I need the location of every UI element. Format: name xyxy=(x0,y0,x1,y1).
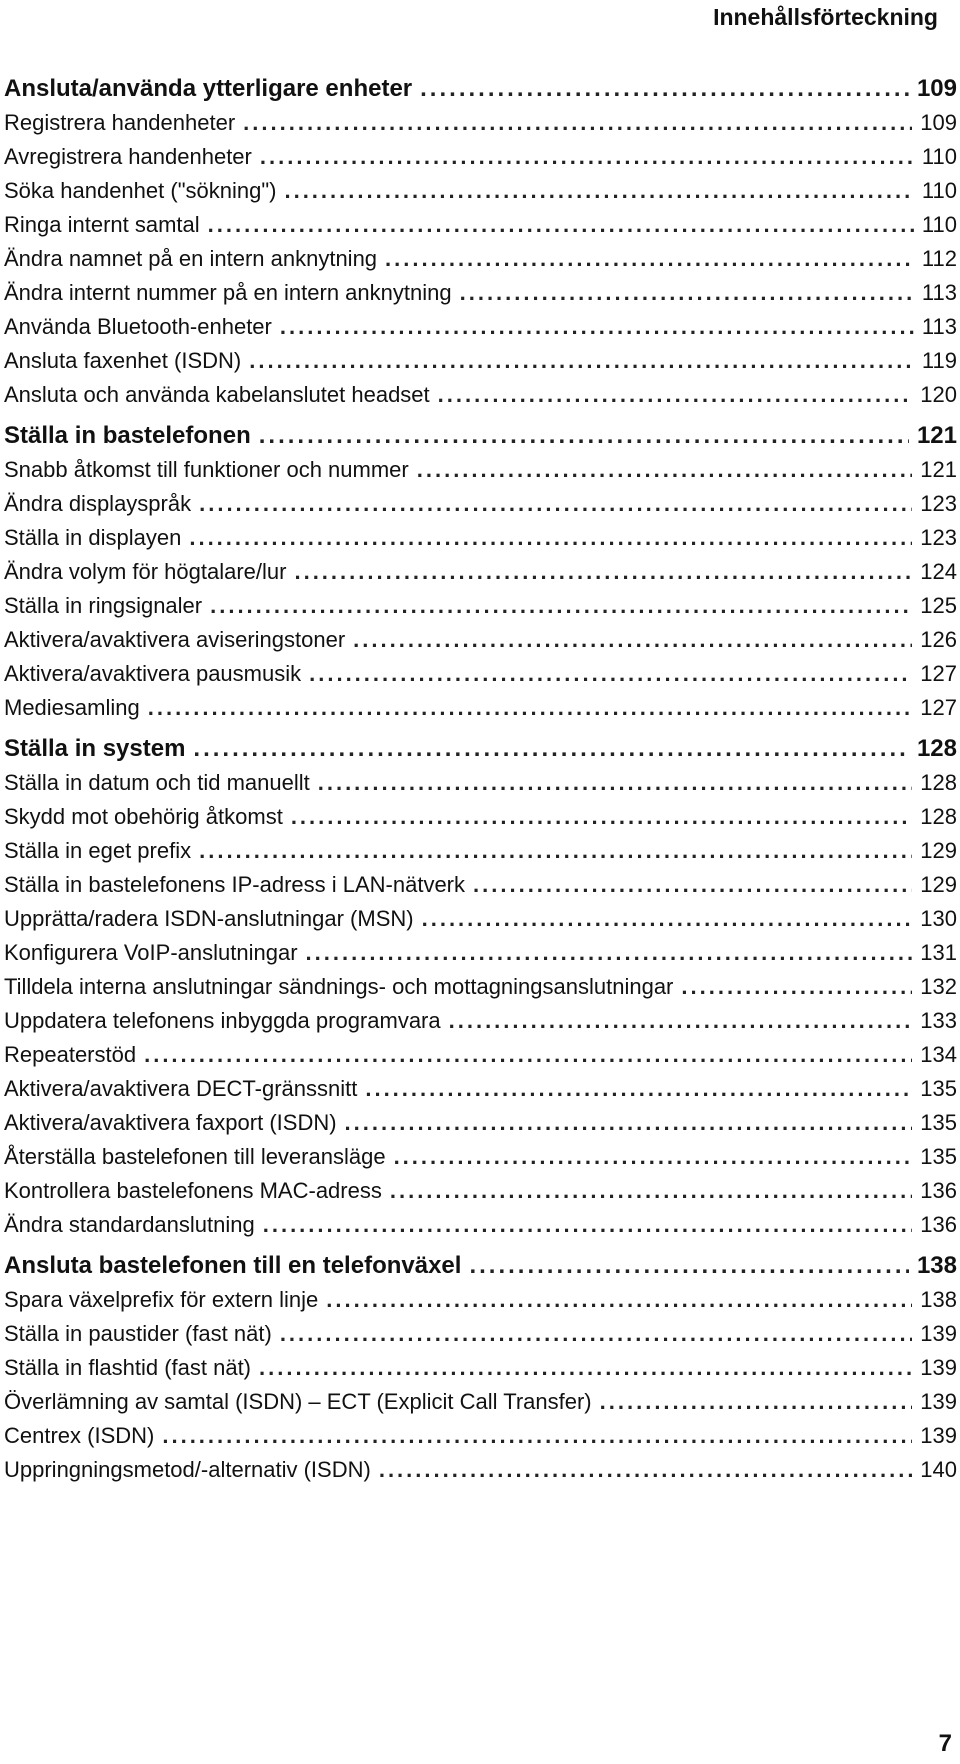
page-reference: 128 xyxy=(920,804,957,829)
page-reference: 139 xyxy=(920,1321,957,1346)
entry-title: Aktivera/avaktivera pausmusik xyxy=(4,661,302,686)
toc-entry[interactable] xyxy=(4,106,957,140)
page-reference: 128 xyxy=(920,770,957,795)
page-reference: 112 xyxy=(921,246,957,271)
dot-leader xyxy=(365,1072,912,1106)
entry-title: Uppringningsmetod/-alternativ (ISDN) xyxy=(4,1457,371,1482)
toc-section-heading[interactable] xyxy=(4,1248,957,1283)
toc-entry[interactable] xyxy=(4,691,957,725)
entry-title: Upprätta/radera ISDN-anslutningar (MSN) xyxy=(4,906,414,931)
dot-leader xyxy=(199,487,912,521)
page-reference: 138 xyxy=(916,1252,957,1279)
entry-title: Skydd mot obehörig åtkomst xyxy=(4,804,283,829)
page-reference: 123 xyxy=(920,491,957,516)
entry-title: Aktivera/avaktivera faxport (ISDN) xyxy=(4,1110,337,1135)
dot-leader xyxy=(394,1140,913,1174)
page-header-title: Innehållsförteckning xyxy=(713,4,938,30)
entry-title: Konfigurera VoIP-anslutningar xyxy=(4,940,298,965)
entry-title: Ställa in datum och tid manuellt xyxy=(4,770,310,795)
dot-leader xyxy=(259,418,909,453)
entry-title: Ställa in displayen xyxy=(4,525,182,550)
toc-entry[interactable] xyxy=(4,487,957,521)
page-reference: 135 xyxy=(920,1076,957,1101)
toc-entry[interactable] xyxy=(4,589,957,623)
page-reference: 129 xyxy=(920,838,957,863)
toc-entry[interactable] xyxy=(4,1004,957,1038)
page-reference: 127 xyxy=(920,661,957,686)
entry-title: Ställa in paustider (fast nät) xyxy=(4,1321,272,1346)
entry-title: Ställa in ringsignaler xyxy=(4,593,203,618)
entry-title: Tilldela interna anslutningar sändnings- och mottagningsanslutningar xyxy=(4,974,674,999)
toc-entry[interactable] xyxy=(4,1038,957,1072)
dot-leader xyxy=(449,1004,913,1038)
page-reference: 139 xyxy=(920,1355,957,1380)
entry-title: Ringa internt samtal xyxy=(4,212,200,237)
dot-leader xyxy=(294,555,912,589)
section-title: Ställa in system xyxy=(4,735,186,762)
dot-leader xyxy=(210,589,912,623)
toc-entry[interactable] xyxy=(4,1072,957,1106)
toc-entry[interactable] xyxy=(4,1106,957,1140)
page-reference: 110 xyxy=(921,178,957,203)
entry-title: Registrera handenheter xyxy=(4,110,236,135)
dot-leader xyxy=(259,1351,912,1385)
dot-leader xyxy=(249,344,914,378)
entry-title: Ställa in flashtid (fast nät) xyxy=(4,1355,252,1380)
entry-title: Ställa in eget prefix xyxy=(4,838,192,863)
toc-entry[interactable] xyxy=(4,936,957,970)
entry-title: Spara växelprefix för extern linje xyxy=(4,1287,319,1312)
dot-leader xyxy=(162,1419,912,1453)
toc-entry[interactable] xyxy=(4,1317,957,1351)
dot-leader xyxy=(469,1248,909,1283)
dot-leader xyxy=(379,1453,912,1487)
page-reference: 135 xyxy=(920,1144,957,1169)
toc-entry[interactable] xyxy=(4,1174,957,1208)
page-reference: 129 xyxy=(920,872,957,897)
entry-title: Ändra internt nummer på en intern anknytning xyxy=(4,280,452,305)
entry-title: Repeaterstöd xyxy=(4,1042,137,1067)
toc-section-heading[interactable] xyxy=(4,72,957,106)
dot-leader xyxy=(600,1385,913,1419)
page-reference: 134 xyxy=(920,1042,957,1067)
dot-leader xyxy=(420,72,909,106)
dot-leader xyxy=(243,106,912,140)
page-number: 7 xyxy=(938,1730,952,1757)
dot-leader xyxy=(309,657,912,691)
page-reference: 110 xyxy=(921,144,957,169)
entry-title: Ansluta och använda kabelanslutet headset xyxy=(4,382,430,407)
page-reference: 121 xyxy=(920,457,957,482)
dot-leader xyxy=(306,936,913,970)
dot-leader xyxy=(189,521,912,555)
toc-entry[interactable] xyxy=(4,800,957,834)
toc-entry[interactable] xyxy=(4,344,957,378)
page-reference: 127 xyxy=(920,695,957,720)
dot-leader xyxy=(326,1283,912,1317)
table-of-contents xyxy=(4,72,957,1487)
dot-leader xyxy=(260,140,914,174)
toc-entry[interactable] xyxy=(4,1208,957,1242)
page-reference: 140 xyxy=(920,1457,957,1482)
toc-entry[interactable] xyxy=(4,1283,957,1317)
dot-leader xyxy=(280,1317,912,1351)
toc-entry[interactable] xyxy=(4,174,957,208)
dot-leader xyxy=(460,276,914,310)
dot-leader xyxy=(353,623,912,657)
toc-entry[interactable] xyxy=(4,1351,957,1385)
page-reference: 128 xyxy=(916,735,957,762)
page-reference: 124 xyxy=(920,559,957,584)
dot-leader xyxy=(291,800,912,834)
dot-leader xyxy=(144,1038,912,1072)
entry-title: Ändra displayspråk xyxy=(4,491,192,516)
dot-leader xyxy=(208,208,914,242)
page-reference: 126 xyxy=(920,627,957,652)
page-reference: 132 xyxy=(920,974,957,999)
entry-title: Aktivera/avaktivera DECT-gränssnitt xyxy=(4,1076,358,1101)
toc-entry[interactable] xyxy=(4,868,957,902)
toc-entry[interactable] xyxy=(4,766,957,800)
entry-title: Ansluta faxenhet (ISDN) xyxy=(4,348,242,373)
toc-entry[interactable] xyxy=(4,1385,957,1419)
toc-entry[interactable] xyxy=(4,242,957,276)
section-title: Ansluta bastelefonen till en telefonväxel xyxy=(4,1252,462,1279)
toc-entry[interactable] xyxy=(4,902,957,936)
entry-title: Återställa bastelefonen till leveransläge xyxy=(4,1144,386,1169)
entry-title: Ändra namnet på en intern anknytning xyxy=(4,246,378,271)
dot-leader xyxy=(422,902,913,936)
dot-leader xyxy=(438,378,913,412)
page-reference: 119 xyxy=(921,348,957,373)
page-reference: 139 xyxy=(920,1389,957,1414)
toc-entry[interactable] xyxy=(4,140,957,174)
toc-entry[interactable] xyxy=(4,521,957,555)
toc-entry[interactable] xyxy=(4,208,957,242)
section-title: Ställa in bastelefonen xyxy=(4,422,251,449)
dot-leader xyxy=(681,970,912,1004)
entry-title: Aktivera/avaktivera aviseringstoner xyxy=(4,627,346,652)
toc-entry[interactable] xyxy=(4,657,957,691)
dot-leader xyxy=(280,310,914,344)
dot-leader xyxy=(385,242,914,276)
page-reference: 113 xyxy=(921,280,957,305)
page-reference: 130 xyxy=(920,906,957,931)
dot-leader xyxy=(345,1106,913,1140)
dot-leader xyxy=(473,868,912,902)
entry-title: Uppdatera telefonens inbyggda programvara xyxy=(4,1008,441,1033)
entry-title: Snabb åtkomst till funktioner och nummer xyxy=(4,457,409,482)
toc-entry[interactable] xyxy=(4,555,957,589)
dot-leader xyxy=(318,766,913,800)
page-reference: 109 xyxy=(916,75,957,102)
toc-entry[interactable] xyxy=(4,623,957,657)
page-reference: 131 xyxy=(920,940,957,965)
entry-title: Ändra volym för högtalare/lur xyxy=(4,559,287,584)
entry-title: Överlämning av samtal (ISDN) – ECT (Explicit Call Transfer) xyxy=(4,1389,592,1414)
entry-title: Avregistrera handenheter xyxy=(4,144,252,169)
page-reference: 123 xyxy=(920,525,957,550)
page-reference: 125 xyxy=(920,593,957,618)
toc-entry[interactable] xyxy=(4,1453,957,1487)
dot-leader xyxy=(193,731,909,766)
toc-section-heading[interactable] xyxy=(4,731,957,766)
toc-section-heading[interactable] xyxy=(4,418,957,453)
toc-entry[interactable] xyxy=(4,1140,957,1174)
dot-leader xyxy=(263,1208,913,1242)
toc-entry[interactable] xyxy=(4,1419,957,1453)
entry-title: Mediesamling xyxy=(4,695,140,720)
toc-entry[interactable] xyxy=(4,970,957,1004)
page-reference: 133 xyxy=(920,1008,957,1033)
page-reference: 120 xyxy=(920,382,957,407)
entry-title: Centrex (ISDN) xyxy=(4,1423,155,1448)
section-title: Ansluta/använda ytterligare enheter xyxy=(4,75,413,102)
dot-leader xyxy=(390,1174,912,1208)
page-reference: 136 xyxy=(920,1178,957,1203)
dot-leader xyxy=(148,691,913,725)
entry-title: Ändra standardanslutning xyxy=(4,1212,255,1237)
dot-leader xyxy=(199,834,912,868)
entry-title: Söka handenhet ("sökning") xyxy=(4,178,277,203)
page-reference: 121 xyxy=(916,422,957,449)
toc-entry[interactable] xyxy=(4,834,957,868)
entry-title: Kontrollera bastelefonens MAC-adress xyxy=(4,1178,382,1203)
page-reference: 139 xyxy=(920,1423,957,1448)
toc-entry[interactable] xyxy=(4,310,957,344)
dot-leader xyxy=(417,453,913,487)
entry-title: Ställa in bastelefonens IP-adress i LAN-nätverk xyxy=(4,872,466,897)
dot-leader xyxy=(284,174,913,208)
toc-entry[interactable] xyxy=(4,276,957,310)
page-reference: 113 xyxy=(921,314,957,339)
page-reference: 110 xyxy=(921,212,957,237)
page-reference: 138 xyxy=(920,1287,957,1312)
page-reference: 135 xyxy=(920,1110,957,1135)
page-reference: 136 xyxy=(920,1212,957,1237)
entry-title: Använda Bluetooth-enheter xyxy=(4,314,272,339)
toc-entry[interactable] xyxy=(4,378,957,412)
toc-entry[interactable] xyxy=(4,453,957,487)
page-reference: 109 xyxy=(920,110,957,135)
